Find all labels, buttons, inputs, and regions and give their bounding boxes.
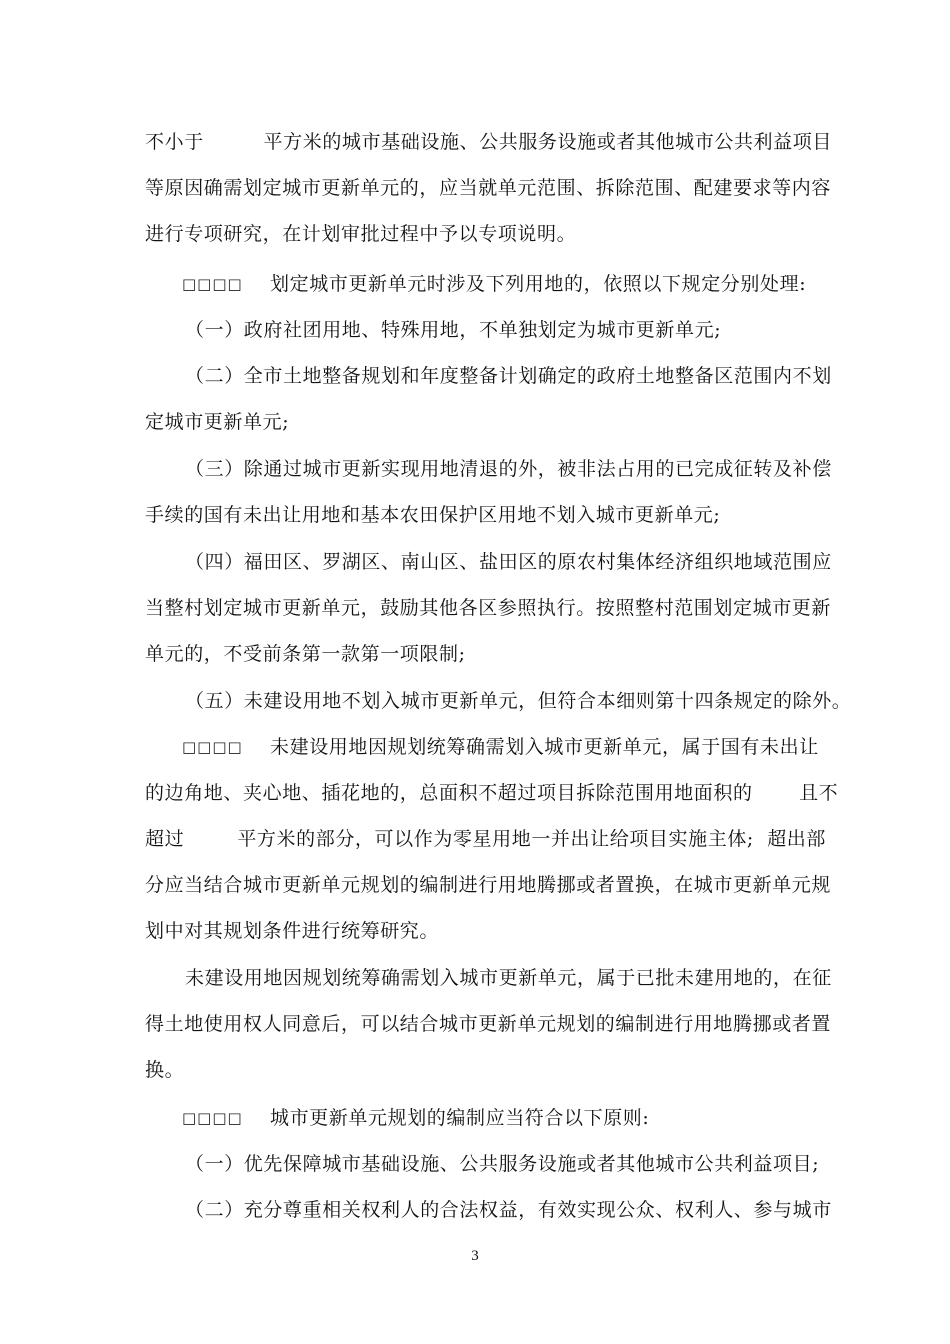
paragraph-start: 未建设用地因规划统筹确需划入城市更新单元，属于已批未建用地的，在征 [185, 967, 832, 989]
body-line: 当整村划定城市更新单元，鼓励其他各区参照执行。按照整村范围划定城市更新 [145, 597, 832, 619]
list-item: （一）政府社团用地、特殊用地，不单独划定为城市更新单元; [185, 319, 722, 341]
article-number-marker: □□□□ [182, 275, 243, 293]
list-item: （二）全市土地整备规划和年度整备计划确定的政府土地整备区范围内不划 [185, 365, 832, 387]
page-number: 3 [471, 1248, 479, 1264]
list-item: （一）优先保障城市基础设施、公共服务设施或者其他城市公共利益项目; [185, 1153, 820, 1175]
article-text: 未建设用地因规划统筹确需划入城市更新单元，属于国有未出让 [270, 736, 819, 758]
article-text: 划定城市更新单元时涉及下列用地的，依照以下规定分别处理: [270, 273, 807, 295]
body-line: 手续的国有未出让用地和基本农田保护区用地不划入城市更新单元; [145, 504, 721, 526]
body-line: 等原因确需划定城市更新单元的，应当就单元范围、拆除范围、配建要求等内容 [145, 177, 832, 199]
body-line: 的边角地、夹心地、插花地的，总面积不超过项目拆除范围用地面积的 且不 [145, 782, 839, 804]
body-line: 定城市更新单元; [145, 411, 290, 433]
body-line: 换。 [145, 1059, 185, 1081]
list-item: （五）未建设用地不划入城市更新单元，但符合本细则第十四条规定的除外。 [185, 690, 852, 712]
article-number-marker: □□□□ [182, 1109, 243, 1127]
body-line: 超过 平方米的部分，可以作为零星用地一并出让给项目实施主体; 超出部 [145, 828, 826, 850]
body-line: 单元的，不受前条第一款第一项限制; [145, 643, 466, 665]
list-item: （四）福田区、罗湖区、南山区、盐田区的原农村集体经济组织地域范围应 [185, 551, 832, 573]
article-number-marker: □□□□ [182, 738, 243, 756]
article-text: 城市更新单元规划的编制应当符合以下原则: [270, 1107, 650, 1129]
body-line: 不小于 平方米的城市基础设施、公共服务设施或者其他城市公共利益项目 [145, 131, 832, 153]
body-line: 进行专项研究，在计划审批过程中予以专项说明。 [145, 223, 577, 245]
list-item: （二）充分尊重相关权利人的合法权益，有效实现公众、权利人、参与城市 [185, 1199, 832, 1221]
body-line: 分应当结合城市更新单元规划的编制进行用地腾挪或者置换，在城市更新单元规 [145, 874, 832, 896]
body-line: 得土地使用权人同意后，可以结合城市更新单元规划的编制进行用地腾挪或者置 [145, 1013, 832, 1035]
list-item: （三）除通过城市更新实现用地清退的外，被非法占用的已完成征转及补偿 [185, 458, 832, 480]
body-line: 划中对其规划条件进行统筹研究。 [145, 920, 440, 942]
